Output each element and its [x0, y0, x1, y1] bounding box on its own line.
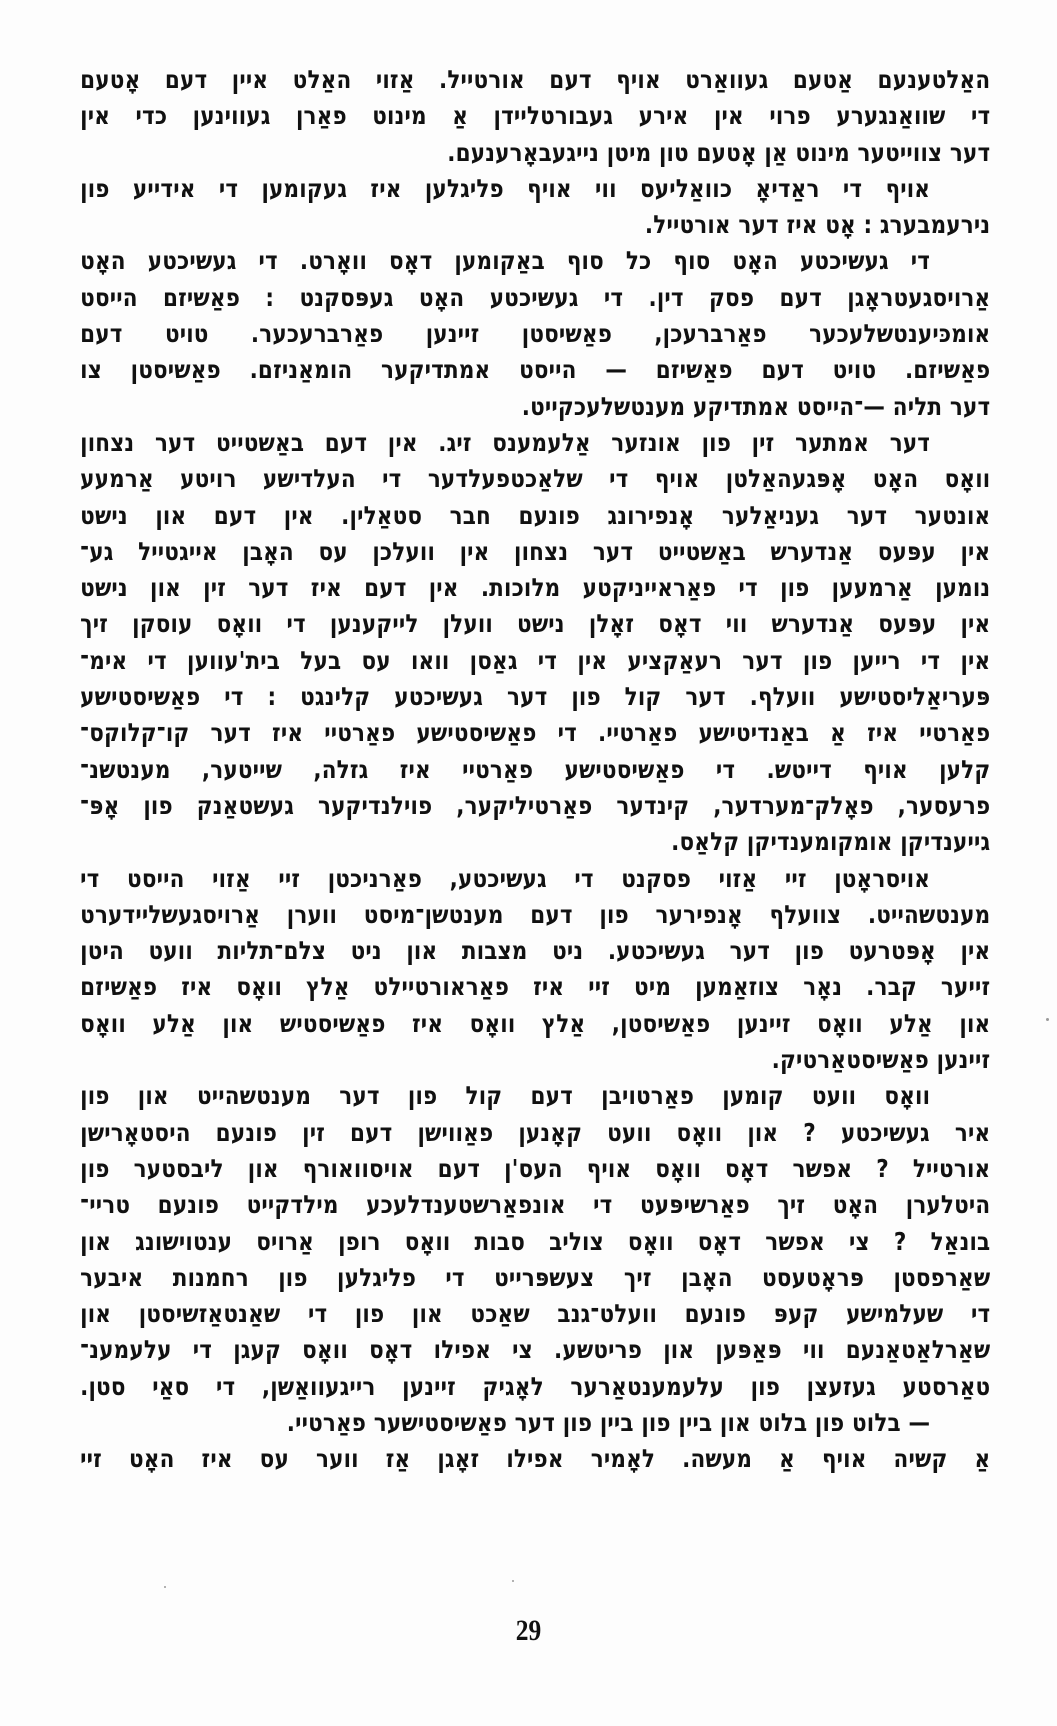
text-line: אומכּיענטשלעכער פאַרברעכן, פאַשיסטן זיינען פאַרברעכער. טויט דעם: [79, 319, 990, 349]
text-line: אין עפּעס אַנדערש ווי דאָס זאָלן נישט וועלן לייקענען די וואָס עוסקן זיך: [79, 609, 990, 639]
text-line: מענטשהייט. צוועלף אָנפירער פון דעם מענטשן־מיסט ווערן אַרויסגעשליידערט: [79, 899, 990, 929]
text-line: דער אמתער זין פון אונזער אַלעמענס זיג. אין דעם באַשטייט דער נצחון: [79, 427, 930, 457]
body-text: [80, 62, 990, 1478]
text-line: האַלטענעם אַטעם געוואַרט אויף דעם אורטייל. אַזוי האַלט איין דעם אָטעם: [79, 65, 990, 94]
text-line: זייער קבר. נאָר צוזאַמען מיט זיי איז פאַראורטיילט אַלץ וואָס איז פאַשיזם: [79, 972, 990, 1002]
text-line: שאַרפסטן פּראָטעסט האָבן זיך צעשפּרייט די פליגלען פון רחמנות איבער: [79, 1262, 990, 1292]
text-line: היטלערן האָט זיך פאַרשיפּעט די אונפאַרשטענדלעכע מילדקייט פונעם טריי־: [79, 1190, 990, 1220]
text-line: נירעמבערג : אָט איז דער אורטייל.: [644, 210, 990, 240]
text-line: פאַשיזם. טויט דעם פאַשיזם — הייסט אמתדיקער ה‍ומאַניזם. פאַשיסטן צו: [79, 355, 990, 385]
text-line: גייענדיקן אומקומענדיקן קלאַס.: [670, 827, 990, 857]
text-line: אין אָפּטרעט פון דער געשיכטע. ניט מצבות און ניט צלם־תליות וועט היטן: [79, 936, 990, 966]
text-line: איר געשיכטע ? און וואָס וועט קאָנען פאַווישן דעם זין פונעם היסטאָרישן: [79, 1117, 990, 1147]
text-line: און אַלע וואָס זיינען פאַשיסטן, אַלץ וואָס איז פאַשיסטיש און אַלע וואָס: [79, 1008, 990, 1038]
scan-speck: [1046, 1018, 1049, 1021]
text-line: דער תליה —־הייסט אמתדיקע מענטשלעכקייט.: [521, 391, 990, 421]
text-line: אויסראָטן זיי אַזוי פסקנט די געשיכטע, פאַרניכטן זיי אַזוי הייסט די: [79, 863, 930, 893]
text-line: טאַרסטע געזעצן פון עלעמענטאַרער לאָגיק זיינען רייגעוואַשן, די סאַי סטן.: [79, 1371, 990, 1401]
text-line: קלען אויף דייטש. די פאַשיסטישע פאַרטיי איז גזלה, שייטער, מענטשנ־: [79, 754, 990, 784]
text-line: אין די רייען פון דער רעאַקציע אין די גאַסן וואו עס בעל בית'עווען די אימ־: [79, 645, 990, 675]
scan-speck: [512, 1580, 514, 1582]
text-line: — בלוט פון בלוט און ביין פון ביין פון דער פאַשיסטישער פאַרטיי.: [286, 1407, 930, 1437]
text-line: אונטער דער געניאַלער אָנפירונג פונעם חבר סטאַלין. אין דעם און נישט: [79, 500, 990, 530]
text-line: נומען אַרמעען פון די פאַראייניקטע מלוכות. אין דעם איז דער זין און נישט: [79, 573, 990, 603]
page-number: 29: [515, 1614, 542, 1647]
text-line: די שעלמישע קעפּ פונעם וועלט־גנב שאַכט און פון די שאַנטאַזשיסטן און: [79, 1299, 990, 1329]
text-line: פאַרטיי איז אַ באַנדיטישע פאַרטיי. די פאַשיסטישע פאַרטיי איז דער קו־קלוקס־: [79, 718, 990, 748]
text-line: שאַרלאַטאַנעם ווי פּאַפּען און פריטשע. צי אפילו דאָס וואָס קעגן די עלעמענ־: [79, 1335, 990, 1365]
text-line: וואָס וועט קומען פאַרטויבן דעם קול פון דער מענטשהייט און פון: [79, 1081, 930, 1111]
text-line: דער צווייטער מינוט אַן אָטעם טון מיטן נייגעבאָרענעם.: [446, 137, 990, 167]
text-line: די געשיכטע האָט סוף כל סוף באַקומען דאָס וואָרט. די געשיכטע האָט: [79, 246, 930, 276]
text-line: פרעסער, פאָלק־מערדער, קינדער פאַרטיליקער, פוילנדיקער געשטאַנק פון אָפּ־: [79, 790, 990, 820]
text-line: די שוואַנגערע פרוי אין אירע געבורטליידן אַ מינוט פאַרן געווינען כדי אין: [79, 101, 990, 131]
text-line: אין עפּעס אַנדערש באַשטייט דער נצחון אין וועלכן עס האָבן אייגטייל גע־: [79, 536, 990, 566]
text-line: אורטייל ? אפשר דאָס וואָס אויף העס'ן דעם אויסוואורף און ליבסטער פון: [79, 1153, 990, 1183]
text-line: בונאַל ? צי אפשר דאָס וואָס צוליב סבות וואָס רופן אַרויס ענטוישונג און: [79, 1226, 990, 1256]
scan-speck: [164, 1586, 166, 1588]
text-line: פּעריאַליסטישע וועלף. דער קול פון דער געשיכטע קלינגט : די פאַשיסטישע: [79, 682, 990, 712]
text-line: אַ קשיה אויף אַ מעשה. לאָמיר אפילו זאָגן אַז ווער עס איז האָט זיי: [79, 1444, 990, 1474]
text-line: זיינען פאַשיסטאַרטיק.: [771, 1045, 990, 1075]
text-line: אַרויסגעטראָגן דעם פסק דין. די געשיכטע האָט געפּסקנט : פאַשיזם הייסט: [79, 282, 990, 312]
text-line: אויף די ראַדיאָ כוואַליעס ווי אויף פליגלען איז געקומען די אידייע פון: [79, 173, 930, 203]
text-line: וואָס האָט אָפּגעהאַלטן אויף די שלאַכטפעלדער די העלדישע רויטע אַרמעע: [79, 464, 990, 494]
